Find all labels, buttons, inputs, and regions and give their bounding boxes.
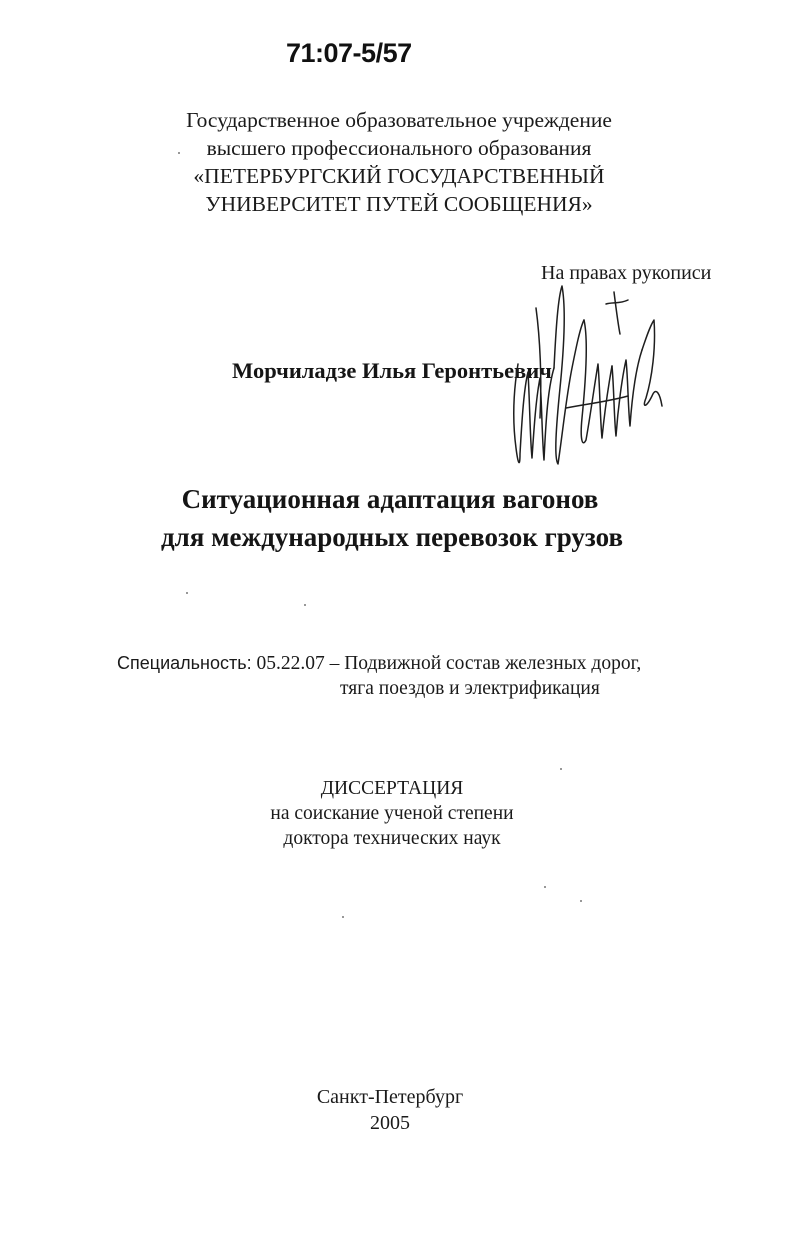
institution-line: «ПЕТЕРБУРГСКИЙ ГОСУДАРСТВЕННЫЙ: [193, 164, 605, 188]
scan-speck: [560, 768, 562, 770]
degree-line: ДИССЕРТАЦИЯ: [320, 778, 464, 799]
institution-line: высшего профессионального образования: [206, 136, 592, 160]
handwritten-signature: [496, 268, 676, 478]
place-and-year: [0, 1084, 798, 1136]
city: Санкт-Петербург: [316, 1086, 464, 1108]
scan-speck: [178, 152, 180, 154]
institution-line: УНИВЕРСИТЕТ ПУТЕЙ СООБЩЕНИЯ»: [205, 192, 593, 216]
title-line: для международных перевозок грузов: [160, 522, 624, 552]
title-line: Ситуационная адаптация вагонов: [181, 484, 599, 514]
specialty-continuation: тяга поездов и электрификация: [340, 678, 600, 699]
specialty-block: [117, 651, 641, 701]
scan-speck: [342, 916, 344, 918]
scan-speck: [186, 592, 188, 594]
dissertation-title: [0, 480, 798, 556]
year: 2005: [370, 1112, 410, 1134]
scan-speck: [304, 604, 306, 606]
institution-line: Государственное образовательное учреждение: [186, 108, 612, 132]
scan-speck: [544, 886, 546, 888]
author-name: Морчиладзе Илья Геронтьевич: [232, 358, 552, 383]
degree-line: на соискание ученой степени: [270, 803, 514, 824]
manuscript-rights-note: На правах рукописи: [541, 262, 712, 284]
specialty-code-and-name: 05.22.07 – Подвижной состав железных дорог,: [256, 653, 642, 674]
archive-code: 71:07-5/57: [286, 38, 412, 68]
specialty-label: Специальность:: [117, 653, 252, 673]
scan-speck: [580, 900, 582, 902]
degree-line: доктора технических наук: [283, 828, 501, 849]
dissertation-degree-block: [0, 776, 798, 851]
institution-header: [0, 106, 798, 218]
